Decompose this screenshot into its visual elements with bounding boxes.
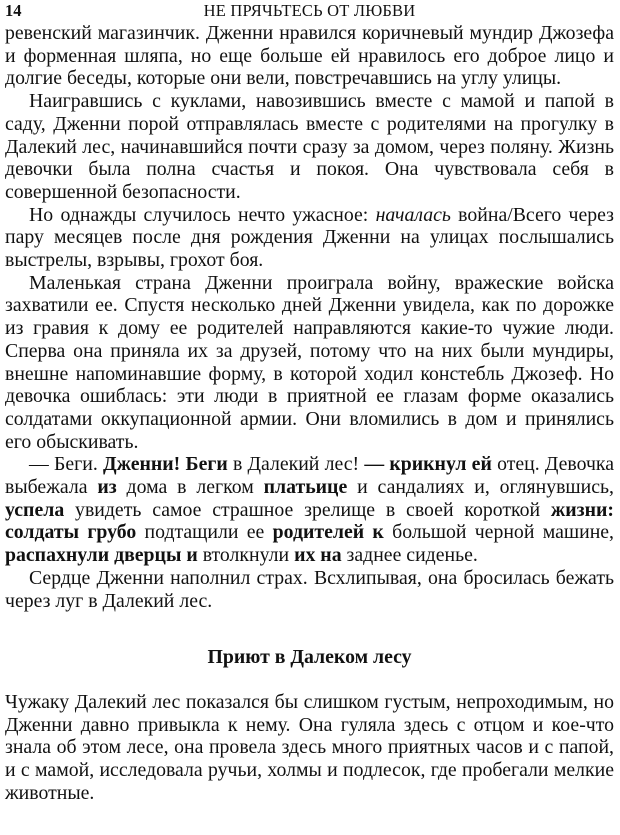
italic-run: началась <box>375 203 451 226</box>
paragraph-3 <box>5 204 614 272</box>
running-title: НЕ ПРЯЧЬТЕСЬ ОТ ЛЮБВИ <box>203 1 416 20</box>
text-run: увидеть самое страшное зрелище в своей короткой <box>64 498 551 521</box>
bold-run: из <box>97 476 117 499</box>
text-run: дома в легком <box>116 476 264 499</box>
text-run: подтащили ее <box>136 521 273 544</box>
text-run: большой черной машине, <box>383 521 615 544</box>
text-run: отец. Девочка выбежала <box>5 453 615 499</box>
section-heading: Приют в Далеком лесу <box>207 646 412 669</box>
bold-run: жизни: солдаты грубо <box>5 498 614 544</box>
bold-run: успела <box>5 498 65 521</box>
text-run: война/Всего через пару месяцев после дня рождения Дженни на улицах послышались выстрелы, взрывы, грохот боя. <box>5 203 614 272</box>
paragraph-2 <box>5 90 614 204</box>
text-run: Но однажды случилось нечто ужасное: <box>29 203 376 226</box>
bold-run: платьице <box>263 476 348 499</box>
paragraph-4 <box>5 272 614 454</box>
text-run: Сердце Дженни наполнил страх. Всхлипывая, она бросилась бежать через луг в Далекий лес. <box>5 566 614 612</box>
bold-run: их на <box>294 544 342 567</box>
text-run: в Далекий лес! <box>227 453 365 476</box>
section-paragraph: Чужаку Далекий лес показался бы слишком густым, непроходимым, но Дженни давно привыкла к нему. Она гуляла здесь с отцом и кое-что знала об этом лесе, она провела здесь много приятных часов и с папой, и с мамой, исследовала ручьи, холмы и подлесок, где пробегали мелкие животные. <box>5 690 614 804</box>
page-header <box>5 0 614 22</box>
text-run: заднее сиденье. <box>341 544 478 567</box>
text-run: — Беги. <box>29 453 104 476</box>
text-run: ревенский магазинчик. Дженни нравился коричневый мундир Джозефа и форменная шляпа, но еще больше ей нравилось его доброе лицо и долгие беседы, которые они вели, повстречавшись на углу улицы. <box>5 22 614 90</box>
bold-run: — крикнул ей <box>364 453 492 476</box>
paragraph-5 <box>5 453 614 567</box>
text-run: и сандалиях и, оглянувшись, <box>347 476 614 499</box>
paragraph-6 <box>5 567 614 612</box>
paragraph-1 <box>5 22 614 90</box>
body-text <box>5 22 614 805</box>
text-run: Наигравшись с куклами, навозившись вместе с мамой и папой в саду, Дженни порой отправлялась вместе с родителями на прогулку в Далекий лес, начинавшийся почти сразу за домом, через поляну. Жизнь девочки была полна счастья и покоя. Она чувствовала себя в совершенной безопасности. <box>5 90 614 203</box>
page-number: 14 <box>5 1 22 20</box>
bold-run: Дженни! Беги <box>103 453 228 476</box>
text-run: Маленькая страна Дженни проиграла войну, вражеские войска захватили ее. Спустя несколько дней Дженни увидела, как по дорожке из гравия к дому ее родителей направляются какие-то чужие люди. Сперва она приняла их за друзей, потому что на них были мундиры, внешне напоминавшие форму, в которой ходил констебль Джозеф. Но девочка ошиблась: эти люди в приятной ее глазам форме оказались солдатами оккупационной армии. Они вломились в дом и принялись его обыскивать. <box>5 271 614 453</box>
bold-run: распахнули дверцы и <box>5 544 198 567</box>
text-run: втолкнули <box>197 544 295 567</box>
bold-run: родителей к <box>272 521 384 544</box>
